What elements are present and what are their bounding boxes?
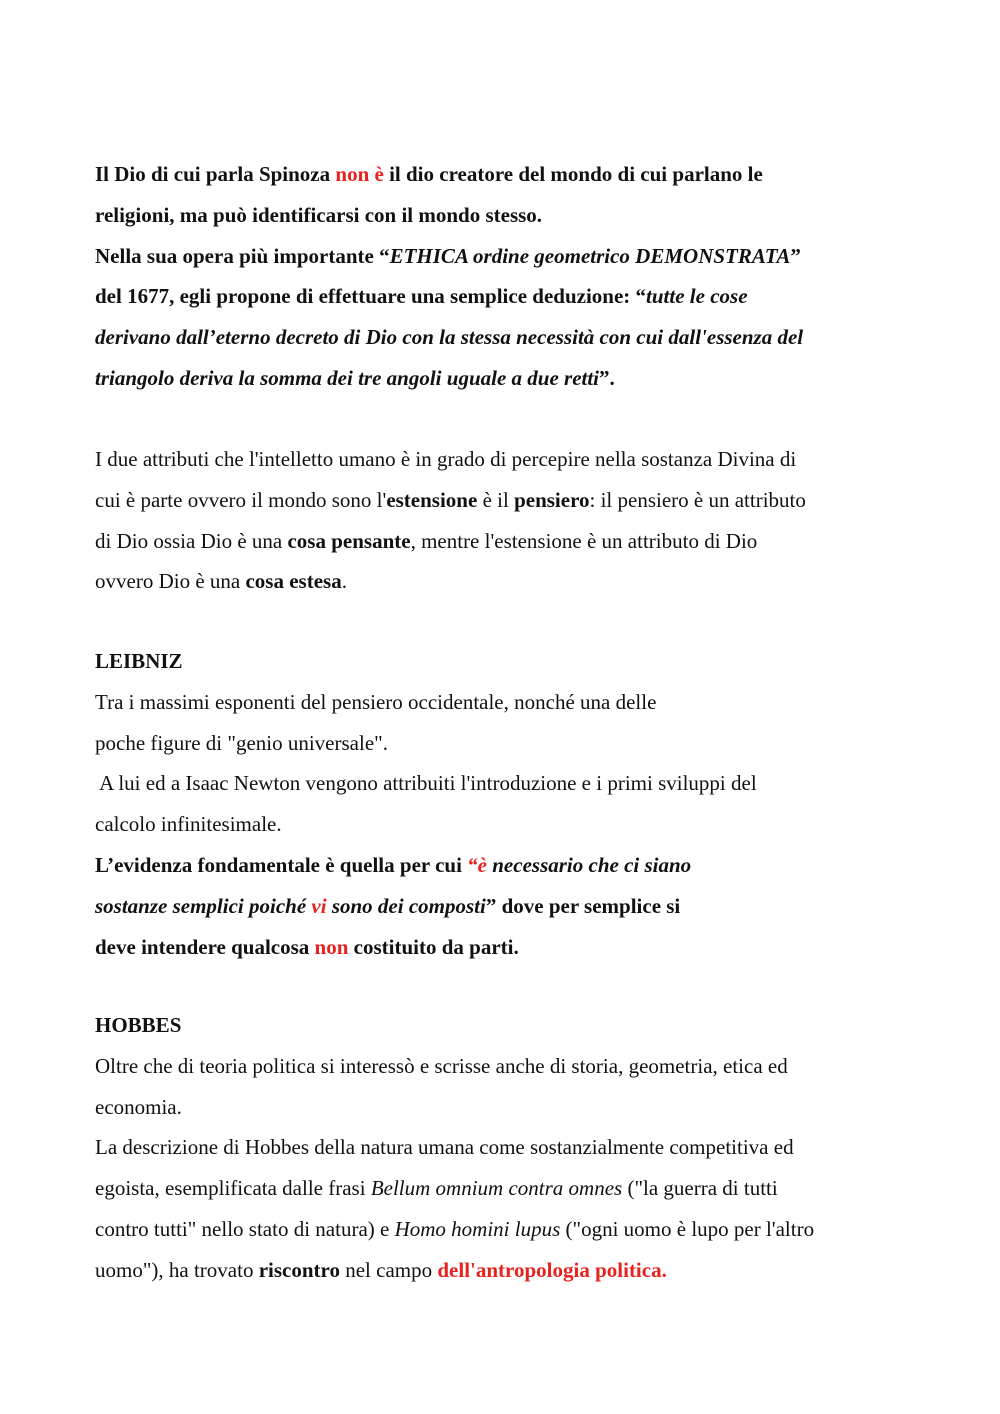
- bold-term: riscontro: [258, 1257, 340, 1282]
- text-run: contro tutti" nello stato di natura) e: [95, 1216, 395, 1241]
- text-line: [95, 561, 925, 602]
- leibniz-section: [95, 641, 925, 967]
- latin-phrase: Bellum omnium contra omnes: [370, 1176, 623, 1201]
- text-line: [95, 1209, 925, 1250]
- text-line: economia.: [95, 1094, 182, 1119]
- text-run: ” dove per semplice si: [485, 893, 681, 918]
- text-run: Il Dio di cui parla Spinoza: [95, 162, 336, 186]
- text-run: , mentre l'estensione è un attributo di Dio: [410, 528, 758, 553]
- text-line: calcolo infinitesimale.: [95, 812, 282, 837]
- hobbes-section: [95, 1005, 925, 1291]
- text-line: poche figure di "genio universale".: [95, 730, 388, 755]
- quote-text: triangolo deriva la somma dei tre angoli uguale a due retti: [95, 365, 600, 390]
- text-line: [95, 480, 925, 521]
- highlight-text: non: [314, 934, 349, 959]
- spinoza-paragraph-god: [95, 154, 925, 399]
- text-line: [95, 195, 925, 236]
- text-run: Nella sua opera più importante “: [95, 243, 390, 268]
- text-line: [95, 927, 925, 968]
- text-run: del 1677, egli propone di effettuare una semplice deduzione: “: [95, 284, 647, 309]
- bold-term: cosa estesa: [245, 569, 342, 594]
- bold-term: estensione: [386, 487, 478, 512]
- text-run: ("la guerra di tutti: [622, 1176, 778, 1201]
- text-line: [95, 276, 925, 317]
- text-run: religioni, ma può identificarsi con il mondo stesso.: [95, 202, 543, 227]
- text-line: [95, 845, 925, 886]
- text-line: [95, 886, 925, 927]
- text-run: ovvero Dio è una: [95, 569, 246, 594]
- text-run: I due attributi che l'intelletto umano è in grado di percepire nella sostanza Divina di: [95, 447, 797, 471]
- text-run: nel campo: [339, 1257, 438, 1282]
- section-heading: LEIBNIZ: [95, 649, 183, 673]
- latin-phrase: Homo homini lupus: [394, 1216, 561, 1241]
- text-run: ”: [790, 243, 801, 268]
- quote-text: sostanze semplici poiché: [95, 893, 312, 918]
- text-line: Oltre che di teoria politica si interessò e scrisse anche di storia, geometria, etica ed: [95, 1053, 788, 1078]
- bold-term: cosa pensante: [287, 528, 411, 553]
- text-run: il dio creatore del mondo di cui parlano le: [383, 162, 763, 186]
- text-line: A lui ed a Isaac Newton vengono attribuiti l'introduzione e i primi sviluppi del: [95, 771, 757, 796]
- text-line: Tra i massimi esponenti del pensiero occidentale, nonché una delle: [95, 689, 657, 714]
- text-run: di Dio ossia Dio è una: [95, 528, 288, 553]
- text-run: uomo"), ha trovato: [95, 1257, 259, 1282]
- highlight-text: è: [477, 852, 487, 877]
- quote-text: sono dei composti: [326, 893, 486, 918]
- text-run: ("ogni uomo è lupo per l'altro: [560, 1216, 815, 1241]
- text-run: L’evidenza fondamentale è quella per cui: [95, 852, 468, 877]
- text-line: [95, 317, 925, 358]
- book-title: ETHICA ordine geometrico DEMONSTRATA: [389, 243, 791, 268]
- text-run: : il pensiero è un attributo: [589, 487, 806, 512]
- text-line: [95, 236, 925, 277]
- quote-text: tutte le cose: [646, 284, 748, 309]
- text-line: [95, 154, 925, 195]
- text-line: [95, 358, 925, 399]
- quote-text: necessario che ci siano: [487, 852, 692, 877]
- bold-term: pensiero: [514, 487, 590, 512]
- text-run: costituito da parti.: [348, 934, 519, 959]
- quote-text: derivano dall’eterno decreto di Dio con la stessa necessità con cui dall'essenza del: [95, 325, 804, 350]
- highlight-text: vi: [311, 893, 327, 918]
- text-line: [95, 1250, 925, 1291]
- spinoza-paragraph-attributes: [95, 439, 925, 602]
- text-run: cui è parte ovvero il mondo sono l': [95, 487, 387, 512]
- text-run: egoista, esemplificata dalle frasi: [95, 1176, 371, 1201]
- text-run: ”.: [599, 365, 615, 390]
- highlight-text: “: [467, 852, 478, 877]
- text-line: La descrizione di Hobbes della natura umana come sostanzialmente competitiva ed: [95, 1135, 794, 1160]
- text-line: [95, 521, 925, 562]
- text-line: [95, 439, 925, 480]
- section-heading: HOBBES: [95, 1013, 182, 1037]
- text-run: deve intendere qualcosa: [95, 934, 315, 959]
- text-run: è il: [477, 487, 515, 512]
- text-line: [95, 1168, 925, 1209]
- highlight-text: non è: [335, 162, 384, 186]
- highlight-text: dell'antropologia politica.: [437, 1257, 667, 1282]
- text-run: .: [341, 569, 347, 594]
